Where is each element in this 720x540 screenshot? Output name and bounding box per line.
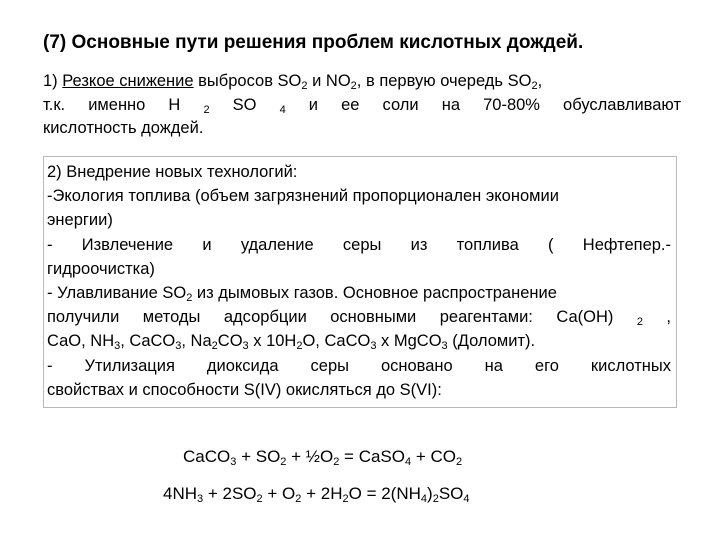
subscript: 2 [333,456,340,468]
subscript: 2 [203,103,210,116]
paragraph-line [47,305,671,329]
paragraph-line: гидроочистка) [47,259,155,278]
text-run: + ½O [286,447,334,466]
text-run: + O [262,484,296,503]
subscript: 2 [280,456,287,468]
paragraph-line [43,94,681,118]
paragraph-line: энергии) [47,211,113,230]
subscript: 2 [636,316,643,329]
equation-limestone [183,446,462,468]
text-run: (Доломит). [447,332,536,351]
paragraph-line: кислотность дождей. [43,119,204,137]
text-run: и ее соли на 70-80% обуславливают [285,95,681,114]
text-run: SO [438,484,464,503]
text-run: + CO [411,447,456,466]
subscript: 2 [186,292,193,305]
subscript: 2 [211,340,218,353]
text-run: , [537,72,543,90]
text-run: СаО, NH [47,332,115,351]
text-run: CaCO [183,447,231,466]
text-run: O, CaCO [302,332,371,351]
subscript: 3 [114,340,121,353]
subscript: 3 [230,456,237,468]
text-run: и NO [307,72,351,90]
subscript: 3 [370,340,377,353]
slide-title: (7) Основные пути решения проблем кислотных дождей. [43,32,584,53]
paragraph-line: - Утилизация диоксида серы основано на его кислотных [47,356,671,375]
text-run: из дымовых газов. Основное распространение [192,284,557,303]
text-run: , [642,308,671,327]
equation-ammonia [163,483,470,505]
subscript: 2 [432,493,439,505]
paragraph-technologies [47,160,671,402]
text-run: - Улавливание SO [47,284,187,303]
paragraph-reduction [43,70,681,141]
text-run: + SO [236,447,281,466]
text-run: т.к. именно Н [43,95,204,114]
text-run: SO [232,95,280,114]
subscript: 2 [295,493,302,505]
subscript: 3 [441,340,448,353]
underlined-phrase: Резкое снижение [62,72,194,90]
text-run: + 2SO [203,484,257,503]
subscript: 4 [420,493,428,505]
subscript: 4 [463,493,470,505]
subscript: 3 [175,340,182,353]
text-run: , Na [181,332,212,351]
subscript: 3 [242,340,249,353]
paragraph-line [47,329,671,353]
paragraph-line [43,70,681,94]
text-run: = CaSO [339,447,405,466]
subscript: 2 [301,80,308,92]
subscript: 2 [350,80,357,92]
paragraph-line [47,281,671,305]
text-run: получили методы адсорбции основными реагентами: Са(ОН) [47,308,637,327]
subscript: 4 [405,456,412,468]
text-run: ) [427,484,433,503]
paragraph-line: 2) Внедрение новых технологий: [47,163,298,181]
paragraph-line: - Извлечение и удаление серы из топлива ( Нефтепер.- [47,235,671,254]
subscript: 2 [456,456,463,468]
text-run: + 2H [301,484,343,503]
text-run: выбросов SO [193,72,302,90]
paragraph-line: -Экология топлива (объем загрязнений пропорционален экономии [47,187,559,206]
text-run: 1) [43,72,63,90]
paragraph-line: свойствах и способности S(IV) окисляться до S(VI): [47,380,442,399]
text-run: x MgCO [376,332,442,351]
text-run: x 10H [248,332,297,351]
text-run: , в первую очередь SO [356,72,532,90]
subscript: 4 [279,103,286,116]
subscript: 3 [197,493,204,505]
text-run: , CaCO [120,332,176,351]
subscript: 2 [531,80,538,92]
subscript: 2 [256,493,263,505]
text-run: CO [217,332,243,351]
text-run: O = 2(NH [348,484,421,503]
text-run: 4NH [163,484,198,503]
subscript: 2 [342,493,349,505]
subscript: 2 [296,340,303,353]
